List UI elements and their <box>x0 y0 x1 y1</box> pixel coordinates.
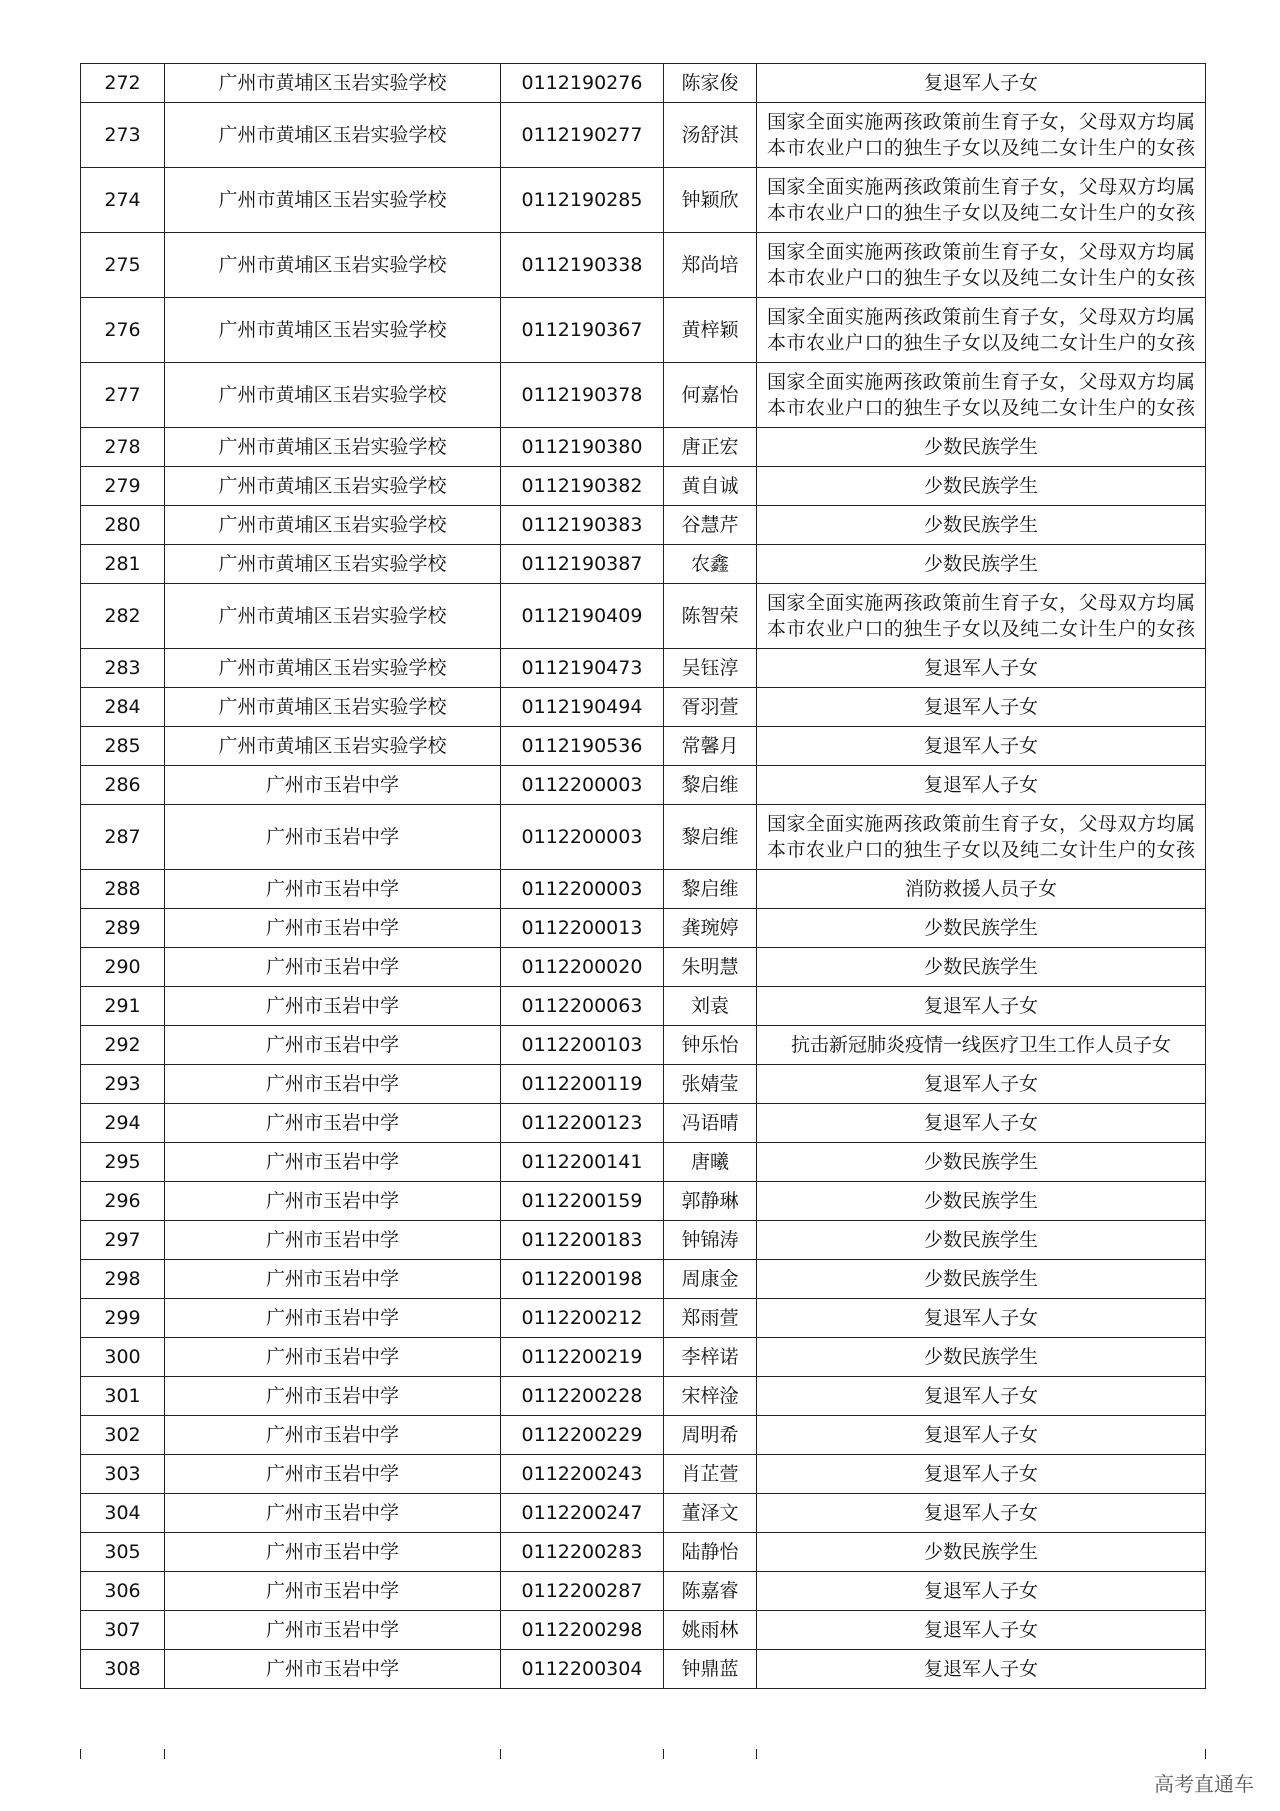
student-name: 龚琬婷 <box>664 909 757 948</box>
category: 消防救援人员子女 <box>757 870 1206 909</box>
student-list-table <box>80 63 1206 1689</box>
school-name: 广州市黄埔区玉岩实验学校 <box>165 727 501 766</box>
row-number: 282 <box>81 584 165 649</box>
category: 少数民族学生 <box>757 1182 1206 1221</box>
school-name: 广州市玉岩中学 <box>165 1611 501 1650</box>
row-number: 290 <box>81 948 165 987</box>
student-id: 0112190494 <box>501 688 664 727</box>
row-number: 296 <box>81 1182 165 1221</box>
category: 复退军人子女 <box>757 1455 1206 1494</box>
category: 复退军人子女 <box>757 1494 1206 1533</box>
row-number: 286 <box>81 766 165 805</box>
student-id: 0112200003 <box>501 870 664 909</box>
student-name: 李梓诺 <box>664 1338 757 1377</box>
category: 复退军人子女 <box>757 1104 1206 1143</box>
category: 复退军人子女 <box>757 987 1206 1026</box>
category: 国家全面实施两孩政策前生育子女，父母双方均属本市农业户口的独生子女以及纯二女计生户的女孩 <box>757 168 1206 233</box>
school-name: 广州市玉岩中学 <box>165 1260 501 1299</box>
school-name: 广州市玉岩中学 <box>165 1650 501 1689</box>
student-id: 0112200020 <box>501 948 664 987</box>
row-number: 289 <box>81 909 165 948</box>
row-number: 304 <box>81 1494 165 1533</box>
student-id: 0112200298 <box>501 1611 664 1650</box>
student-name: 郭静琳 <box>664 1182 757 1221</box>
row-number: 293 <box>81 1065 165 1104</box>
student-id: 0112200198 <box>501 1260 664 1299</box>
student-id: 0112200183 <box>501 1221 664 1260</box>
school-name: 广州市玉岩中学 <box>165 1104 501 1143</box>
category: 复退军人子女 <box>757 727 1206 766</box>
student-id: 0112200283 <box>501 1533 664 1572</box>
table-row <box>81 467 1206 506</box>
category: 国家全面实施两孩政策前生育子女，父母双方均属本市农业户口的独生子女以及纯二女计生户的女孩 <box>757 233 1206 298</box>
student-id: 0112190378 <box>501 363 664 428</box>
row-number: 306 <box>81 1572 165 1611</box>
student-name: 黎启维 <box>664 870 757 909</box>
category: 复退军人子女 <box>757 766 1206 805</box>
school-name: 广州市黄埔区玉岩实验学校 <box>165 584 501 649</box>
watermark: 高考直通车 <box>1154 1772 1254 1796</box>
student-name: 陆静怡 <box>664 1533 757 1572</box>
category: 国家全面实施两孩政策前生育子女，父母双方均属本市农业户口的独生子女以及纯二女计生户的女孩 <box>757 584 1206 649</box>
row-number: 281 <box>81 545 165 584</box>
category: 复退军人子女 <box>757 1611 1206 1650</box>
student-id: 0112190277 <box>501 103 664 168</box>
table-row <box>81 428 1206 467</box>
student-name: 陈家俊 <box>664 64 757 103</box>
student-id: 0112200013 <box>501 909 664 948</box>
category: 少数民族学生 <box>757 948 1206 987</box>
student-id: 0112200159 <box>501 1182 664 1221</box>
student-name: 黄梓颖 <box>664 298 757 363</box>
student-name: 姚雨林 <box>664 1611 757 1650</box>
school-name: 广州市玉岩中学 <box>165 1494 501 1533</box>
row-number: 275 <box>81 233 165 298</box>
row-number: 279 <box>81 467 165 506</box>
student-name: 朱明慧 <box>664 948 757 987</box>
student-name: 宋梓淦 <box>664 1377 757 1416</box>
table-continuation-lines <box>80 1749 1205 1759</box>
table-row <box>81 649 1206 688</box>
table-row <box>81 168 1206 233</box>
category: 国家全面实施两孩政策前生育子女，父母双方均属本市农业户口的独生子女以及纯二女计生户的女孩 <box>757 363 1206 428</box>
student-id: 0112190536 <box>501 727 664 766</box>
student-name: 汤舒淇 <box>664 103 757 168</box>
table-row <box>81 64 1206 103</box>
school-name: 广州市黄埔区玉岩实验学校 <box>165 168 501 233</box>
student-name: 唐曦 <box>664 1143 757 1182</box>
student-id: 0112200003 <box>501 805 664 870</box>
table-row <box>81 1455 1206 1494</box>
school-name: 广州市玉岩中学 <box>165 1338 501 1377</box>
table-row <box>81 1221 1206 1260</box>
row-number: 277 <box>81 363 165 428</box>
category: 国家全面实施两孩政策前生育子女，父母双方均属本市农业户口的独生子女以及纯二女计生户的女孩 <box>757 103 1206 168</box>
row-number: 302 <box>81 1416 165 1455</box>
student-id: 0112200063 <box>501 987 664 1026</box>
student-name: 钟颖欣 <box>664 168 757 233</box>
student-name: 张婧莹 <box>664 1065 757 1104</box>
category: 抗击新冠肺炎疫情一线医疗卫生工作人员子女 <box>757 1026 1206 1065</box>
table-row <box>81 948 1206 987</box>
student-id: 0112200304 <box>501 1650 664 1689</box>
student-name: 周明希 <box>664 1416 757 1455</box>
student-id: 0112190383 <box>501 506 664 545</box>
category: 少数民族学生 <box>757 1143 1206 1182</box>
student-id: 0112200141 <box>501 1143 664 1182</box>
row-number: 299 <box>81 1299 165 1338</box>
school-name: 广州市玉岩中学 <box>165 1455 501 1494</box>
category: 复退军人子女 <box>757 1377 1206 1416</box>
student-name: 黄自诚 <box>664 467 757 506</box>
student-id: 0112200212 <box>501 1299 664 1338</box>
category: 少数民族学生 <box>757 909 1206 948</box>
table-row <box>81 1611 1206 1650</box>
student-name: 陈嘉睿 <box>664 1572 757 1611</box>
student-name: 黎启维 <box>664 766 757 805</box>
school-name: 广州市玉岩中学 <box>165 1377 501 1416</box>
school-name: 广州市黄埔区玉岩实验学校 <box>165 428 501 467</box>
school-name: 广州市黄埔区玉岩实验学校 <box>165 103 501 168</box>
row-number: 303 <box>81 1455 165 1494</box>
table-row <box>81 870 1206 909</box>
school-name: 广州市玉岩中学 <box>165 987 501 1026</box>
row-number: 291 <box>81 987 165 1026</box>
student-id: 0112200243 <box>501 1455 664 1494</box>
row-number: 278 <box>81 428 165 467</box>
category: 少数民族学生 <box>757 1338 1206 1377</box>
table-row <box>81 1377 1206 1416</box>
table-row <box>81 1026 1206 1065</box>
table-row <box>81 506 1206 545</box>
student-name: 唐正宏 <box>664 428 757 467</box>
school-name: 广州市玉岩中学 <box>165 870 501 909</box>
school-name: 广州市黄埔区玉岩实验学校 <box>165 467 501 506</box>
category: 复退军人子女 <box>757 688 1206 727</box>
table-row <box>81 1572 1206 1611</box>
school-name: 广州市玉岩中学 <box>165 1572 501 1611</box>
student-name: 肖芷萱 <box>664 1455 757 1494</box>
school-name: 广州市玉岩中学 <box>165 1182 501 1221</box>
student-name: 何嘉怡 <box>664 363 757 428</box>
table-row <box>81 298 1206 363</box>
category: 少数民族学生 <box>757 1533 1206 1572</box>
school-name: 广州市玉岩中学 <box>165 766 501 805</box>
row-number: 305 <box>81 1533 165 1572</box>
category: 少数民族学生 <box>757 545 1206 584</box>
table-row <box>81 909 1206 948</box>
school-name: 广州市黄埔区玉岩实验学校 <box>165 363 501 428</box>
school-name: 广州市玉岩中学 <box>165 1416 501 1455</box>
table-row <box>81 1260 1206 1299</box>
category: 少数民族学生 <box>757 506 1206 545</box>
student-id: 0112200229 <box>501 1416 664 1455</box>
category: 复退军人子女 <box>757 1299 1206 1338</box>
table-row <box>81 1065 1206 1104</box>
category: 复退军人子女 <box>757 1416 1206 1455</box>
row-number: 272 <box>81 64 165 103</box>
school-name: 广州市黄埔区玉岩实验学校 <box>165 233 501 298</box>
row-number: 308 <box>81 1650 165 1689</box>
table-row <box>81 805 1206 870</box>
table-row <box>81 727 1206 766</box>
table-row <box>81 987 1206 1026</box>
school-name: 广州市玉岩中学 <box>165 909 501 948</box>
row-number: 276 <box>81 298 165 363</box>
student-name: 刘袁 <box>664 987 757 1026</box>
row-number: 274 <box>81 168 165 233</box>
row-number: 287 <box>81 805 165 870</box>
table-row <box>81 1338 1206 1377</box>
student-name: 郑雨萱 <box>664 1299 757 1338</box>
school-name: 广州市玉岩中学 <box>165 1221 501 1260</box>
school-name: 广州市黄埔区玉岩实验学校 <box>165 649 501 688</box>
student-id: 0112190409 <box>501 584 664 649</box>
student-id: 0112200123 <box>501 1104 664 1143</box>
student-id: 0112200119 <box>501 1065 664 1104</box>
school-name: 广州市玉岩中学 <box>165 948 501 987</box>
student-name: 冯语晴 <box>664 1104 757 1143</box>
table-row <box>81 688 1206 727</box>
school-name: 广州市玉岩中学 <box>165 1299 501 1338</box>
category: 复退军人子女 <box>757 649 1206 688</box>
student-name: 常馨月 <box>664 727 757 766</box>
row-number: 284 <box>81 688 165 727</box>
table-row <box>81 233 1206 298</box>
student-name: 农鑫 <box>664 545 757 584</box>
student-id: 0112190387 <box>501 545 664 584</box>
table-row <box>81 584 1206 649</box>
table-row <box>81 545 1206 584</box>
student-name: 董泽文 <box>664 1494 757 1533</box>
student-id: 0112190276 <box>501 64 664 103</box>
category: 国家全面实施两孩政策前生育子女，父母双方均属本市农业户口的独生子女以及纯二女计生户的女孩 <box>757 298 1206 363</box>
row-number: 283 <box>81 649 165 688</box>
table-row <box>81 1494 1206 1533</box>
student-name: 郑尚培 <box>664 233 757 298</box>
student-id: 0112190367 <box>501 298 664 363</box>
row-number: 295 <box>81 1143 165 1182</box>
row-number: 285 <box>81 727 165 766</box>
table-row <box>81 766 1206 805</box>
table-row <box>81 103 1206 168</box>
row-number: 307 <box>81 1611 165 1650</box>
row-number: 280 <box>81 506 165 545</box>
school-name: 广州市玉岩中学 <box>165 1065 501 1104</box>
category: 复退军人子女 <box>757 1065 1206 1104</box>
table-row <box>81 1143 1206 1182</box>
row-number: 288 <box>81 870 165 909</box>
school-name: 广州市黄埔区玉岩实验学校 <box>165 64 501 103</box>
table-row <box>81 1650 1206 1689</box>
student-id: 0112190338 <box>501 233 664 298</box>
school-name: 广州市黄埔区玉岩实验学校 <box>165 545 501 584</box>
student-id: 0112200003 <box>501 766 664 805</box>
table-body <box>81 64 1206 1689</box>
category: 少数民族学生 <box>757 428 1206 467</box>
student-id: 0112200228 <box>501 1377 664 1416</box>
table-row <box>81 1104 1206 1143</box>
school-name: 广州市玉岩中学 <box>165 805 501 870</box>
student-id: 0112190382 <box>501 467 664 506</box>
row-number: 273 <box>81 103 165 168</box>
student-id: 0112200287 <box>501 1572 664 1611</box>
student-name: 钟乐怡 <box>664 1026 757 1065</box>
row-number: 301 <box>81 1377 165 1416</box>
school-name: 广州市黄埔区玉岩实验学校 <box>165 688 501 727</box>
student-name: 谷慧芹 <box>664 506 757 545</box>
category: 复退军人子女 <box>757 64 1206 103</box>
school-name: 广州市黄埔区玉岩实验学校 <box>165 298 501 363</box>
category: 复退军人子女 <box>757 1572 1206 1611</box>
category: 复退军人子女 <box>757 1650 1206 1689</box>
student-id: 0112200103 <box>501 1026 664 1065</box>
student-name: 胥羽萱 <box>664 688 757 727</box>
school-name: 广州市黄埔区玉岩实验学校 <box>165 506 501 545</box>
school-name: 广州市玉岩中学 <box>165 1026 501 1065</box>
student-id: 0112190473 <box>501 649 664 688</box>
table-row <box>81 1416 1206 1455</box>
student-name: 钟鼎蓝 <box>664 1650 757 1689</box>
table-row <box>81 1182 1206 1221</box>
category: 国家全面实施两孩政策前生育子女，父母双方均属本市农业户口的独生子女以及纯二女计生户的女孩 <box>757 805 1206 870</box>
school-name: 广州市玉岩中学 <box>165 1143 501 1182</box>
student-name: 周康金 <box>664 1260 757 1299</box>
category: 少数民族学生 <box>757 467 1206 506</box>
row-number: 294 <box>81 1104 165 1143</box>
row-number: 292 <box>81 1026 165 1065</box>
row-number: 297 <box>81 1221 165 1260</box>
row-number: 298 <box>81 1260 165 1299</box>
table-row <box>81 1299 1206 1338</box>
row-number: 300 <box>81 1338 165 1377</box>
table-row <box>81 1533 1206 1572</box>
category: 少数民族学生 <box>757 1260 1206 1299</box>
student-id: 0112200247 <box>501 1494 664 1533</box>
school-name: 广州市玉岩中学 <box>165 1533 501 1572</box>
student-id: 0112200219 <box>501 1338 664 1377</box>
student-name: 吴钰淳 <box>664 649 757 688</box>
category: 少数民族学生 <box>757 1221 1206 1260</box>
student-name: 陈智荣 <box>664 584 757 649</box>
student-name: 黎启维 <box>664 805 757 870</box>
student-id: 0112190380 <box>501 428 664 467</box>
student-id: 0112190285 <box>501 168 664 233</box>
table-row <box>81 363 1206 428</box>
student-name: 钟锦涛 <box>664 1221 757 1260</box>
